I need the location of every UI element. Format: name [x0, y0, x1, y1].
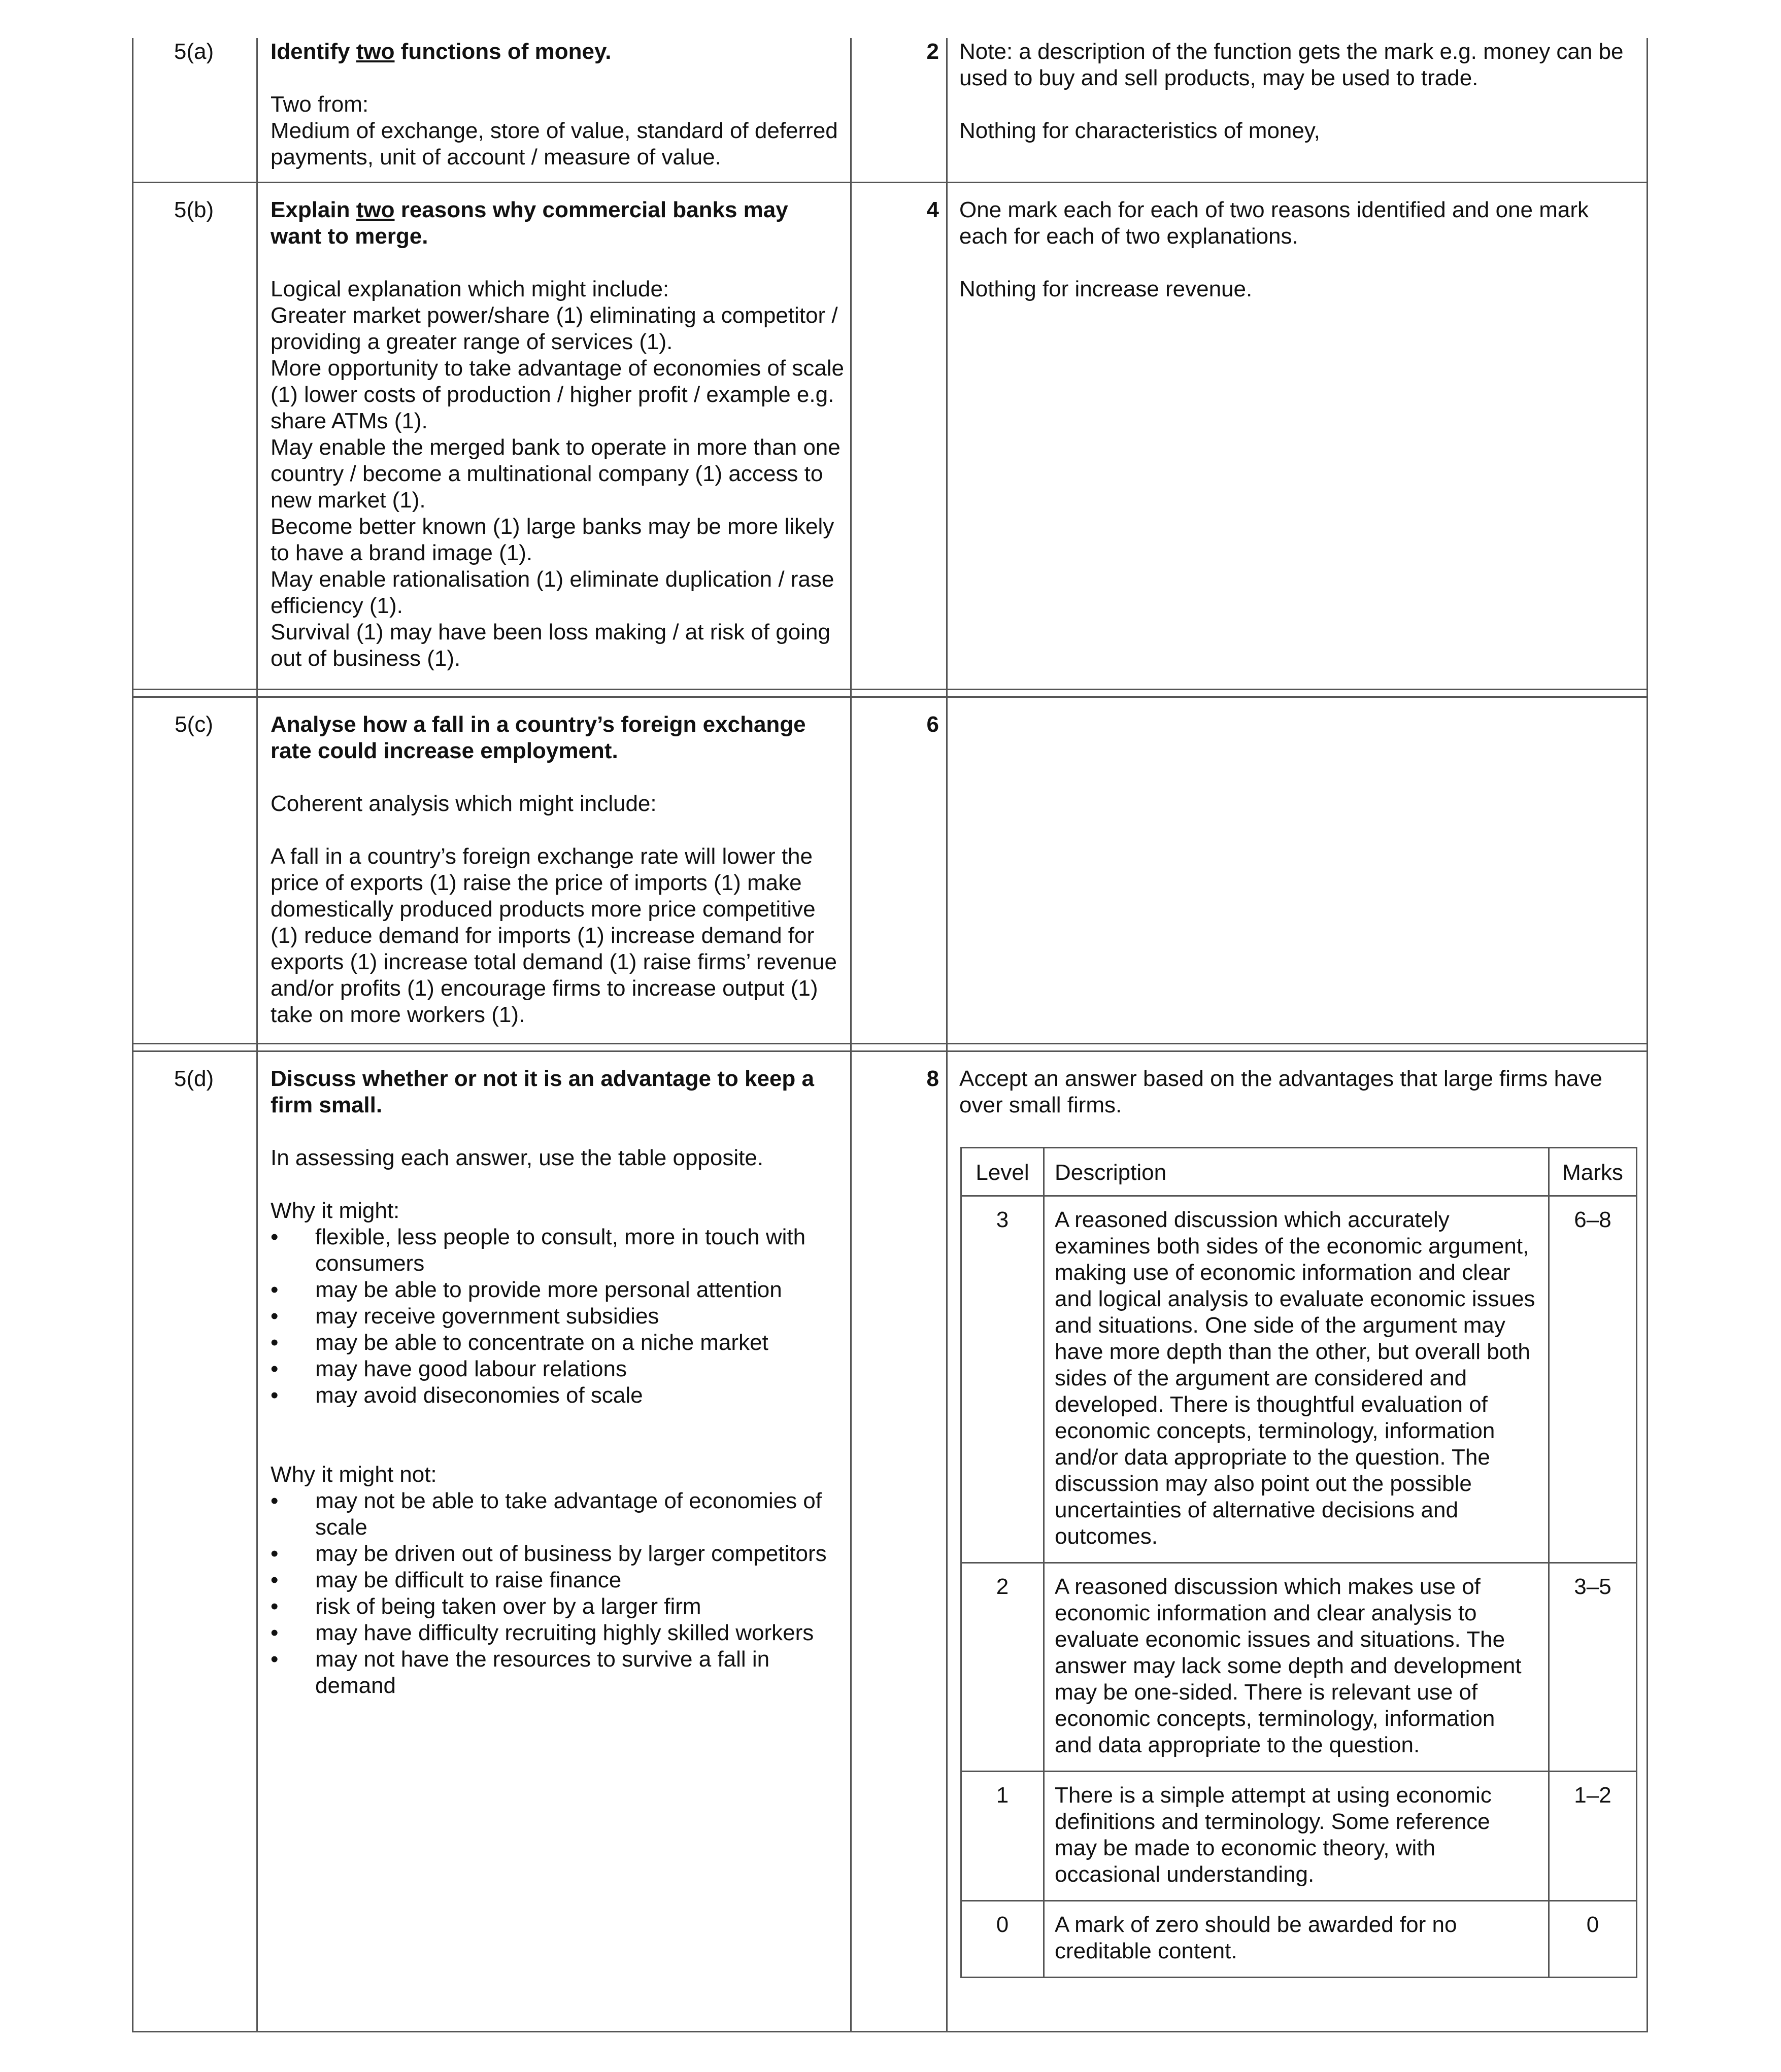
list-item: • may have difficulty recruiting highly skilled workers	[271, 1620, 844, 1646]
question-text: Discuss whether or not it is an advantage to keep a firm small.	[271, 1066, 814, 1117]
column-header-level: Level	[961, 1148, 1044, 1196]
table-border-right	[1646, 38, 1648, 2032]
answer-cell	[271, 197, 844, 672]
for-list	[271, 1224, 844, 1409]
list-item: • may be driven out of business by larger competitors	[271, 1541, 844, 1567]
answer-intro: Logical explanation which might include:	[271, 277, 669, 301]
column-header-marks: Marks	[1549, 1148, 1637, 1196]
guidance-text: One mark each for each of two reasons identified and one mark each for each of two explanations.	[959, 197, 1589, 249]
list-item: • may not have the resources to survive a fall in demand	[271, 1646, 844, 1699]
answer-intro: In assessing each answer, use the table opposite.	[271, 1145, 764, 1170]
guidance-cell	[959, 1066, 1639, 1118]
guidance-cell	[959, 197, 1639, 302]
description-cell: A reasoned discussion which makes use of economic information and clear analysis to evaluate economic issues and situations. The answer may lack some depth and development may be one-sided. There is relevant use of economic concepts, terminology, information and data appropriate to the question.	[1044, 1563, 1549, 1772]
question-number: 5(d)	[174, 1066, 214, 1091]
table-row	[961, 1901, 1637, 1978]
level-cell: 3	[961, 1196, 1044, 1563]
table-row	[961, 1196, 1637, 1563]
description-cell: There is a simple attempt at using economic definitions and terminology. Some reference may be made to economic theory, with occasional understanding.	[1044, 1772, 1549, 1901]
question-number: 5(a)	[174, 39, 214, 64]
column-divider-answer	[850, 38, 852, 2032]
level-cell: 2	[961, 1563, 1044, 1772]
answer-cell	[271, 1066, 844, 1699]
row-divider-b-c-top	[132, 689, 1648, 690]
marks-cell: 3–5	[1549, 1563, 1637, 1772]
list-item: • may be able to concentrate on a niche market	[271, 1330, 844, 1356]
marks-value: 8	[926, 1066, 939, 1091]
table-border-bottom	[132, 2031, 1648, 2032]
list-item: • flexible, less people to consult, more in touch with consumers	[271, 1224, 844, 1277]
list-item: • may be able to provide more personal attention	[271, 1277, 844, 1303]
question-number: 5(b)	[174, 197, 214, 222]
guidance-text: Nothing for increase revenue.	[959, 277, 1253, 301]
answer-intro: Two from:	[271, 92, 369, 117]
guidance-text: Accept an answer based on the advantages that large firms have over small firms.	[959, 1066, 1602, 1117]
answer-text: Medium of exchange, store of value, standard of deferred payments, unit of account / measure of value.	[271, 118, 838, 169]
answer-point: May enable the merged bank to operate in more than one country / become a multinational company (1) access to new market (1).	[271, 435, 841, 513]
answer-point: More opportunity to take advantage of economies of scale (1) lower costs of production / higher profit / example e.g. share ATMs (1).	[271, 356, 845, 433]
list-item: • risk of being taken over by a larger firm	[271, 1593, 844, 1620]
answer-cell	[271, 711, 844, 1028]
level-cell: 1	[961, 1772, 1044, 1901]
table-border-left	[132, 38, 133, 2032]
column-divider-question	[256, 38, 258, 2032]
level-cell: 0	[961, 1901, 1044, 1978]
marks-cell: 6–8	[1549, 1196, 1637, 1563]
description-cell: A reasoned discussion which accurately examines both sides of the economic argument, making use of economic information and clear and logical analysis to evaluate economic issues and situations. One side of the argument may have more depth than the other, but overall both sides of the argument are considered and developed. There is thoughtful evaluation of economic concepts, terminology, information and/or data appropriate to the question. The discussion may also point out the possible uncertainties of alternative decisions and outcomes.	[1044, 1196, 1549, 1563]
marks-cell: 1–2	[1549, 1772, 1637, 1901]
answer-intro: Coherent analysis which might include:	[271, 791, 657, 816]
marks-value: 6	[926, 712, 939, 737]
against-list	[271, 1488, 844, 1699]
answer-point: Become better known (1) large banks may be more likely to have a brand image (1).	[271, 514, 834, 565]
marks-value: 2	[926, 39, 939, 64]
description-cell: A mark of zero should be awarded for no creditable content.	[1044, 1901, 1549, 1978]
question-text: Explain two reasons why commercial banks may want to merge.	[271, 197, 788, 249]
guidance-text: Note: a description of the function gets the mark e.g. money can be used to buy and sell products, may be used to trade.	[959, 39, 1624, 90]
list-item: • may receive government subsidies	[271, 1303, 844, 1330]
column-header-description: Description	[1044, 1148, 1549, 1196]
answer-text: A fall in a country’s foreign exchange rate will lower the price of exports (1) raise the price of imports (1) make domestically produced products more price competitive (1) reduce demand for imports (1) increase demand for exports (1) increase total demand (1) raise firms’ revenue and/or profits (1) encourage firms to increase output (1) take on more workers (1).	[271, 844, 837, 1027]
question-number: 5(c)	[175, 712, 213, 737]
list-item: • may be difficult to raise finance	[271, 1567, 844, 1593]
for-heading: Why it might:	[271, 1198, 400, 1223]
table-row	[961, 1772, 1637, 1901]
row-divider-c-d-top	[132, 1043, 1648, 1044]
table-header-row	[961, 1148, 1637, 1196]
marks-value: 4	[926, 197, 939, 222]
row-divider-c-d-bottom	[132, 1050, 1648, 1052]
guidance-cell	[959, 39, 1639, 144]
level-descriptor-table	[960, 1147, 1637, 1978]
list-item: • may avoid diseconomies of scale	[271, 1382, 844, 1409]
list-item: • may have good labour relations	[271, 1356, 844, 1382]
question-text: Identify two functions of money.	[271, 39, 612, 64]
against-heading: Why it might not:	[271, 1462, 437, 1487]
guidance-text: Nothing for characteristics of money,	[959, 118, 1320, 143]
column-divider-marks	[946, 38, 948, 2032]
row-divider-a-b	[132, 182, 1648, 183]
row-divider-b-c-bottom	[132, 696, 1648, 698]
marks-cell: 0	[1549, 1901, 1637, 1978]
answer-point: Survival (1) may have been loss making / at risk of going out of business (1).	[271, 620, 830, 671]
list-item: • may not be able to take advantage of economies of scale	[271, 1488, 844, 1541]
answer-cell	[271, 39, 844, 171]
answer-point: May enable rationalisation (1) eliminate duplication / rase efficiency (1).	[271, 567, 834, 618]
answer-point: Greater market power/share (1) eliminating a competitor / providing a greater range of services (1).	[271, 303, 838, 354]
question-text: Analyse how a fall in a country’s foreign exchange rate could increase employment.	[271, 712, 806, 763]
table-row	[961, 1563, 1637, 1772]
